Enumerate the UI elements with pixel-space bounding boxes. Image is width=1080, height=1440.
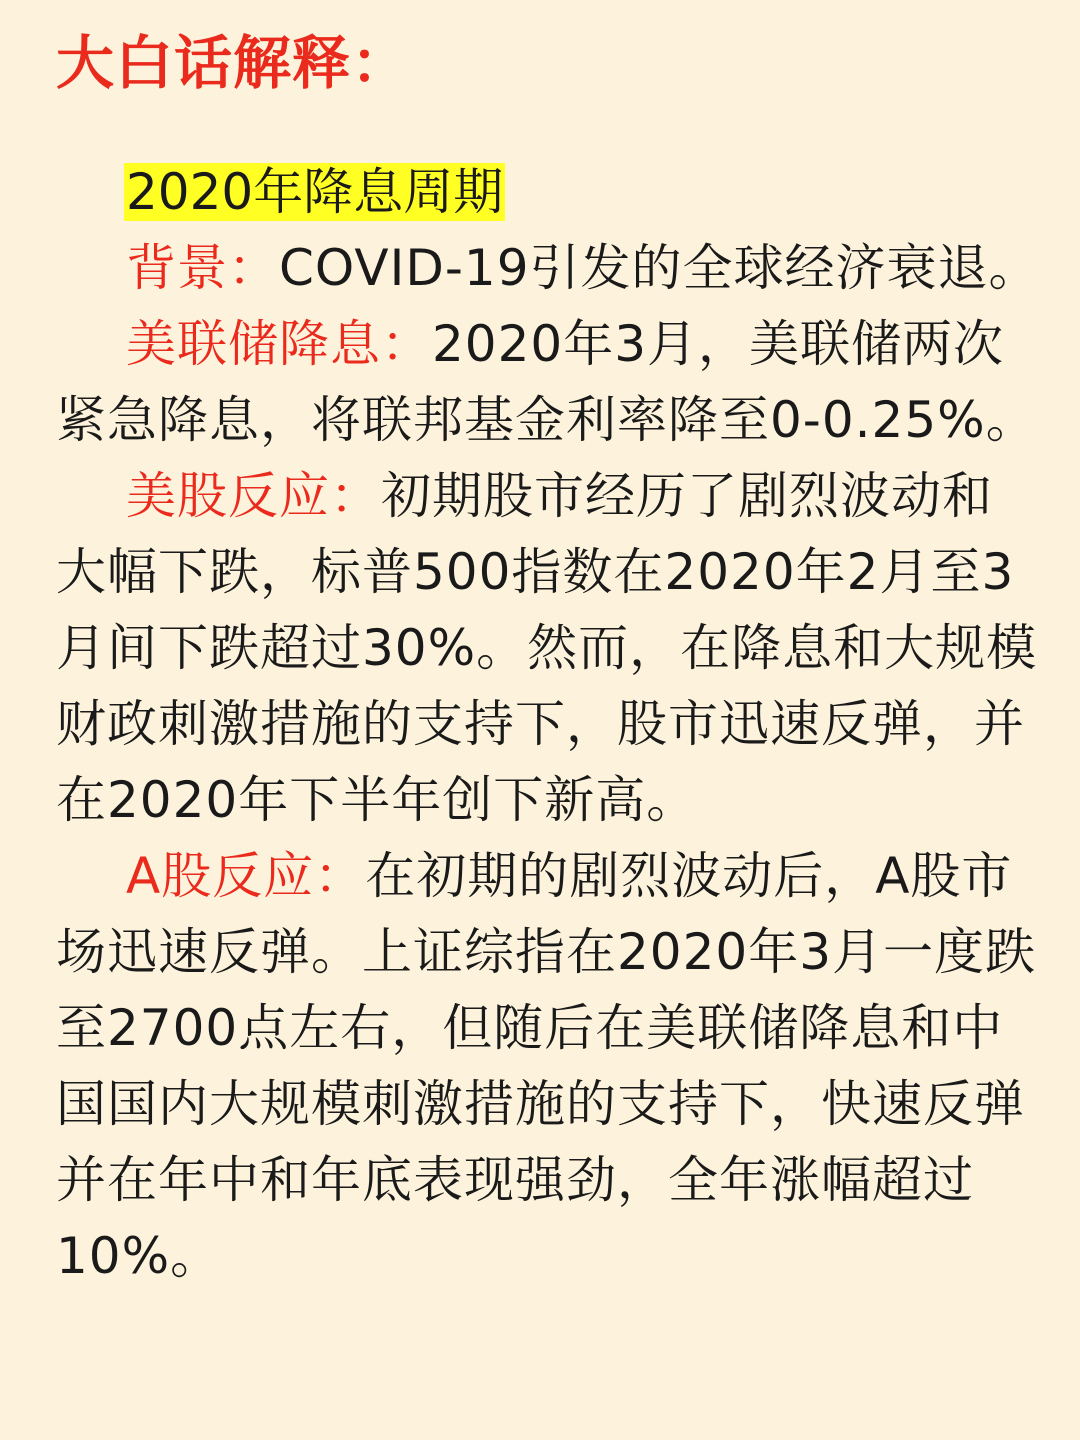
paragraph-label: 美联储降息： xyxy=(126,315,432,373)
paragraph-text: 在初期的剧烈波动后，A股市场迅速反弹。上证综指在2020年3月一度跌至2700点左右，但随后在美联储降息和中国国内大规模刺激措施的支持下，快速反弹并在年中和年底表现强劲，全年涨幅超过10%。 xyxy=(56,847,1037,1285)
paragraph-a-shares xyxy=(56,838,1040,1294)
paragraph-background xyxy=(56,230,1040,306)
paragraph-label: A股反应： xyxy=(126,847,366,905)
paragraph-text: COVID-19引发的全球经济衰退。 xyxy=(279,239,1040,297)
paragraph-us-stocks xyxy=(56,458,1040,838)
page-title: 大白话解释： xyxy=(56,29,411,97)
paragraph-label: 美股反应： xyxy=(126,467,381,525)
section-heading xyxy=(56,154,1040,230)
paragraph-fed-rate-cut xyxy=(56,306,1040,458)
highlighted-heading-text: 2020年降息周期 xyxy=(126,163,504,221)
paragraph-text: 初期股市经历了剧烈波动和大幅下跌，标普500指数在2020年2月至3月间下跌超过30%。然而，在降息和大规模财政刺激措施的支持下，股市迅速反弹，并在2020年下半年创下新高。 xyxy=(56,467,1038,829)
paragraph-text: 2020年3月，美联储两次紧急降息，将联邦基金利率降至0-0.25%。 xyxy=(56,315,1037,449)
paragraph-label: 背景： xyxy=(126,239,279,297)
